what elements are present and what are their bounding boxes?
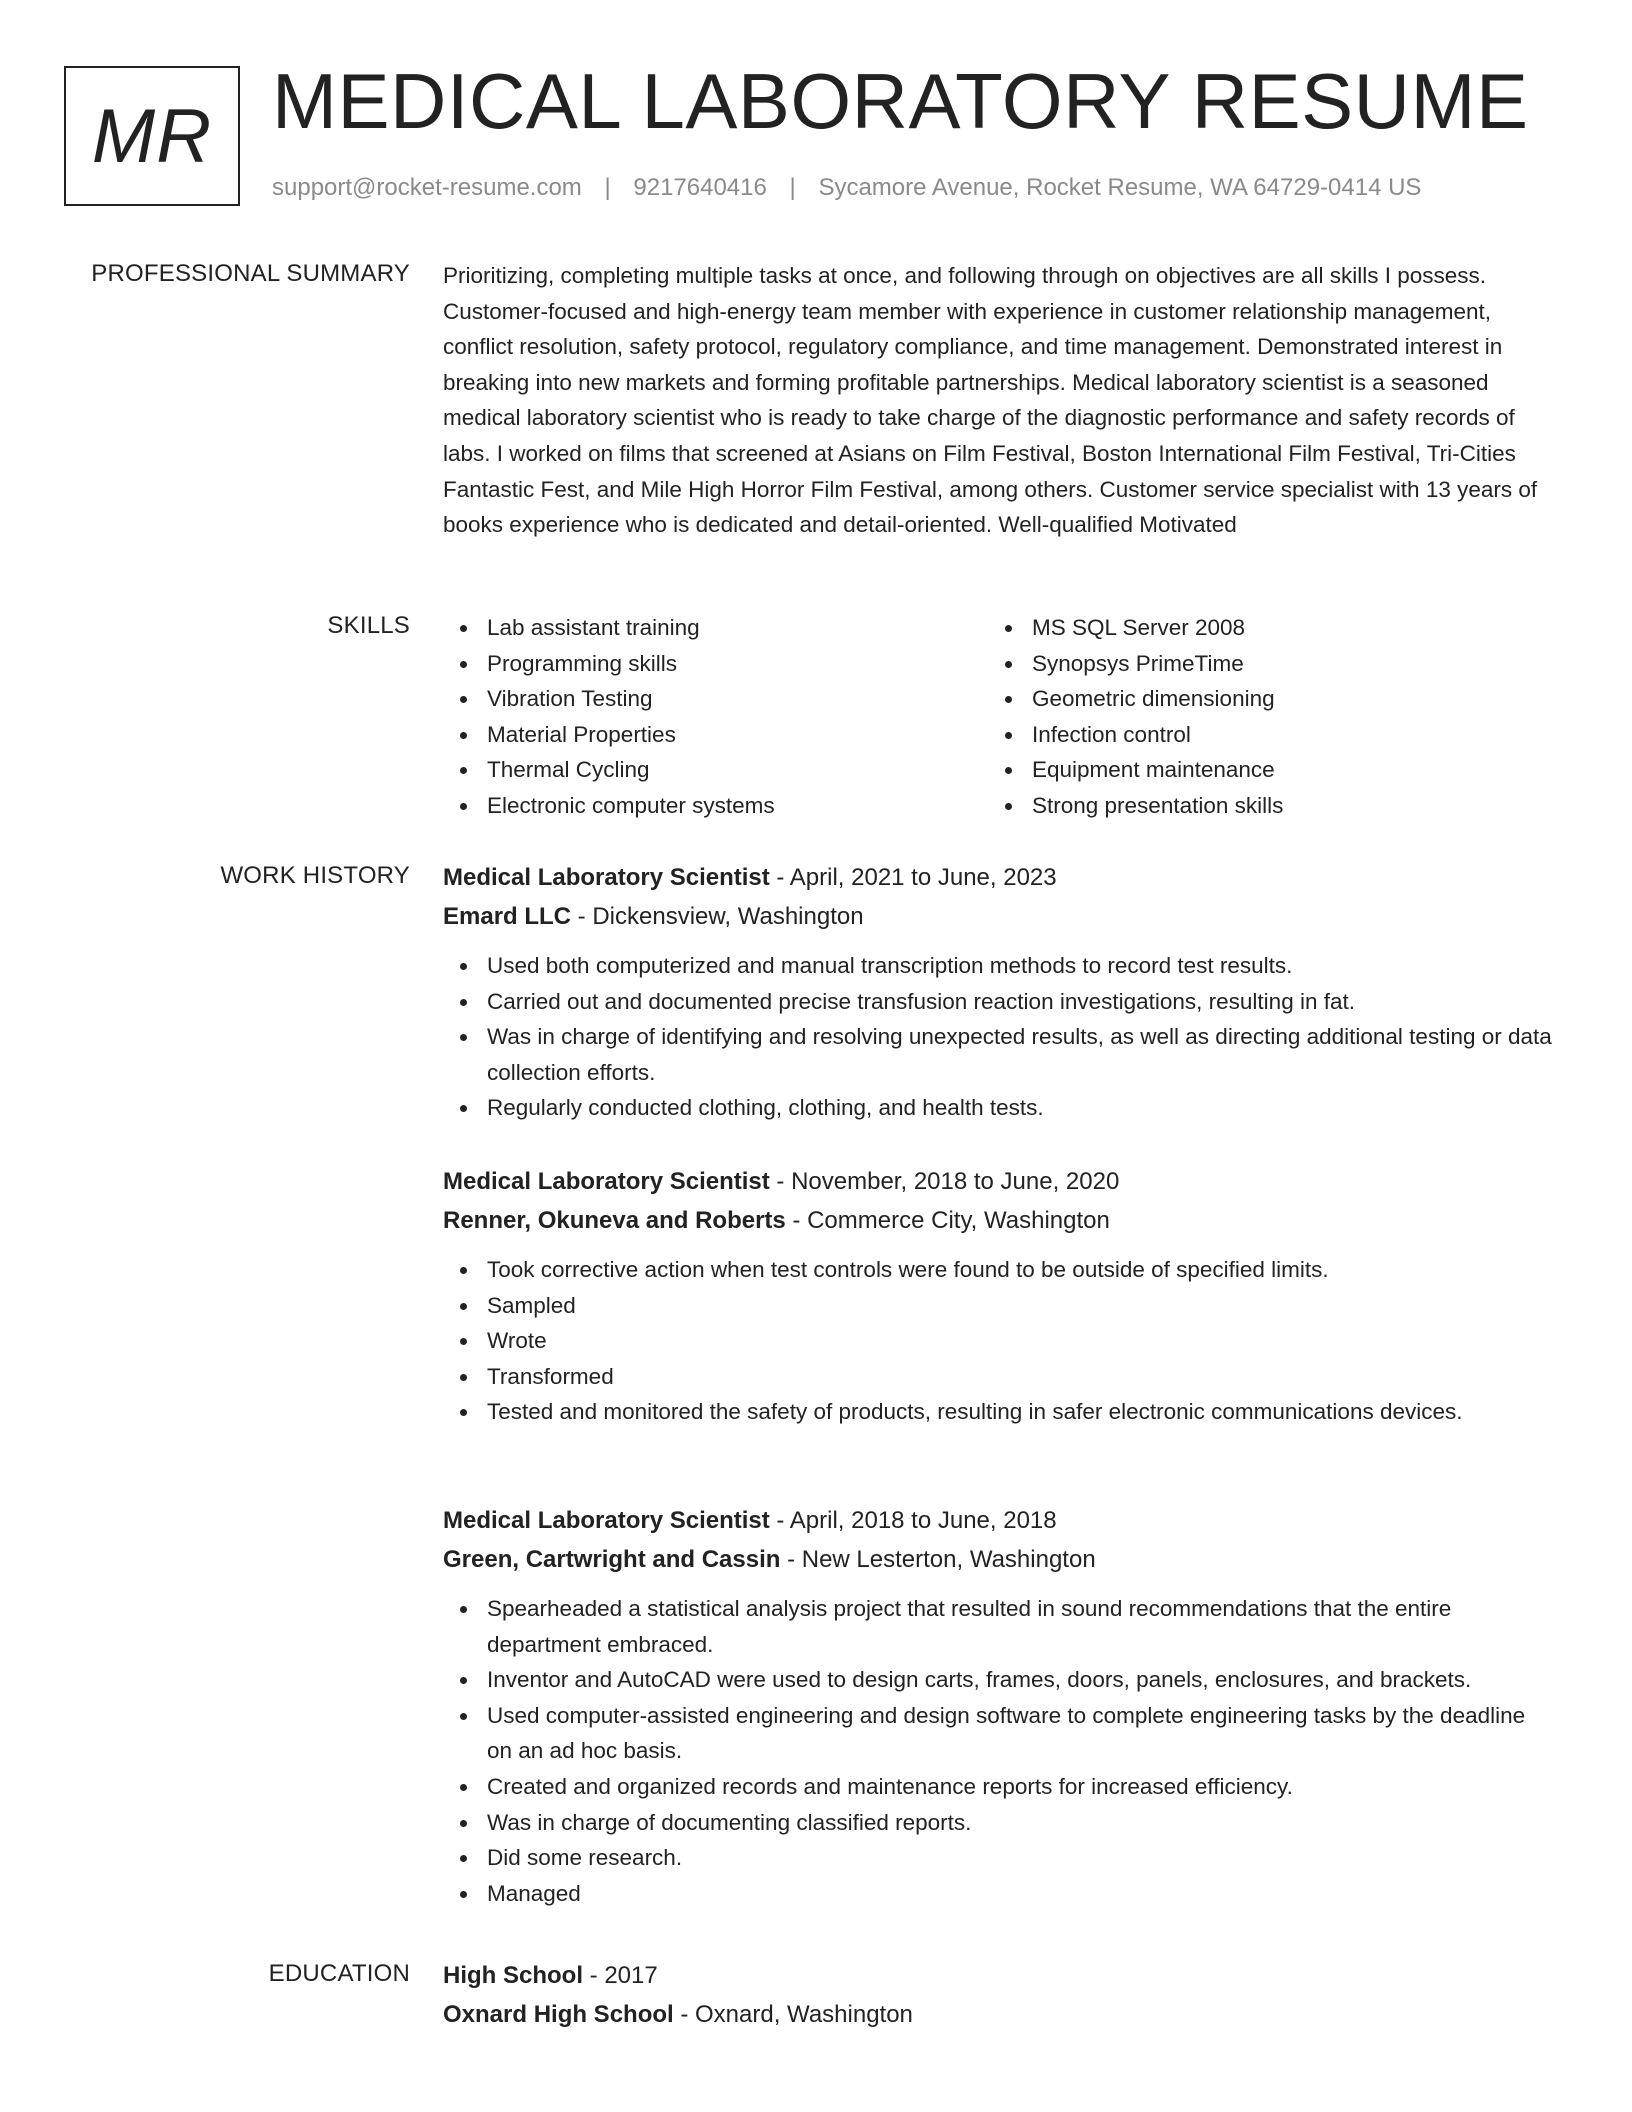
skill-item: Lab assistant training (443, 610, 988, 646)
contact-phone[interactable]: 9217640416 (633, 174, 767, 201)
job-duty: Created and organized records and maintenance reports for increased efficiency. (443, 1769, 1553, 1805)
job-dates: - April, 2018 to June, 2018 (769, 1507, 1057, 1534)
job-company: Emard LLC (443, 903, 572, 930)
job-title-line (443, 858, 1553, 897)
job-title: Medical Laboratory Scientist (443, 864, 770, 891)
skills-list-left (443, 610, 988, 824)
job-location: - Commerce City, Washington (785, 1207, 1110, 1234)
job-duty: Did some research. (443, 1840, 1553, 1876)
skills-heading: SKILLS (327, 612, 410, 639)
job-duty: Tested and monitored the safety of products, resulting in safer electronic communications devices. (443, 1394, 1553, 1430)
job-entry (443, 1162, 1553, 1430)
summary-body (443, 258, 1553, 543)
skill-item: Thermal Cycling (443, 752, 988, 788)
skills-columns (443, 610, 1553, 824)
job-title-line (443, 1162, 1553, 1201)
job-duty: Sampled (443, 1288, 1553, 1324)
skill-item: Geometric dimensioning (988, 681, 1533, 717)
job-duties (443, 1252, 1553, 1430)
monogram-logo (64, 66, 240, 206)
education-degree: High School (443, 1962, 583, 1989)
job-duty: Transformed (443, 1359, 1553, 1395)
skill-item: Strong presentation skills (988, 788, 1533, 824)
job-company: Green, Cartwright and Cassin (443, 1546, 781, 1573)
job-location: - New Lesterton, Washington (780, 1546, 1096, 1573)
job-title-line (443, 1501, 1553, 1540)
resume-title: MEDICAL LABORATORY RESUME (272, 57, 1529, 145)
skill-item: Vibration Testing (443, 681, 988, 717)
job-duty: Used both computerized and manual transcription methods to record test results. (443, 948, 1553, 984)
skill-item: Material Properties (443, 717, 988, 753)
skill-item: Equipment maintenance (988, 752, 1533, 788)
job-entry (443, 1501, 1553, 1911)
job-duty: Used computer-assisted engineering and design software to complete engineering tasks by the deadline on an ad hoc basis. (443, 1698, 1553, 1769)
education-degree-line (443, 1956, 1553, 1995)
summary-text: Prioritizing, completing multiple tasks at once, and following through on objectives are all skills I possess. Customer-focused and high-energy team member with experience in customer relationship management, conflict resolution, safety protocol, regulatory compliance, and time management. Demonstrated interest in breaking into new markets and forming profitable partnerships. Medical laboratory scientist is a seasoned medical laboratory scientist who is ready to take charge of the diagnostic performance and safety records of labs. I worked on films that screened at Asians on Film Festival, Boston International Film Festival, Tri-Cities Fantastic Fest, and Mile High Horror Film Festival, among others. Customer service specialist with 13 years of books experience who is dedicated and detail-oriented. Well-qualified Motivated (443, 263, 1538, 538)
job-company-line (443, 1201, 1553, 1240)
work-history-heading: WORK HISTORY (220, 862, 410, 889)
job-duty: Managed (443, 1876, 1553, 1912)
job-duties (443, 1591, 1553, 1911)
education-body (443, 1956, 1553, 2034)
job-entry (443, 858, 1553, 1126)
contact-separator: | (604, 174, 611, 201)
education-year: - 2017 (583, 1962, 658, 1989)
job-dates: - April, 2021 to June, 2023 (769, 864, 1057, 891)
education-location: - Oxnard, Washington (673, 2001, 913, 2028)
job-duty: Took corrective action when test controls were found to be outside of specified limits. (443, 1252, 1553, 1288)
job-duty: Was in charge of identifying and resolving unexpected results, as well as directing additional testing or data collection efforts. (443, 1019, 1553, 1090)
job-duty: Spearheaded a statistical analysis project that resulted in sound recommendations that the entire department embraced. (443, 1591, 1553, 1662)
job-company-line (443, 1540, 1553, 1579)
job-company: Renner, Okuneva and Roberts (443, 1207, 786, 1234)
monogram-initials: MR (91, 93, 213, 179)
job-duty: Inventor and AutoCAD were used to design carts, frames, doors, panels, enclosures, and brackets. (443, 1662, 1553, 1698)
contact-email[interactable]: support@rocket-resume.com (272, 174, 582, 201)
job-duty: Carried out and documented precise transfusion reaction investigations, resulting in fat. (443, 984, 1553, 1020)
job-title: Medical Laboratory Scientist (443, 1168, 770, 1195)
contact-separator: | (789, 174, 796, 201)
education-school-line (443, 1995, 1553, 2034)
skill-item: Synopsys PrimeTime (988, 646, 1533, 682)
job-duty: Was in charge of documenting classified reports. (443, 1805, 1553, 1841)
contact-address: Sycamore Avenue, Rocket Resume, WA 64729-0414 US (818, 174, 1422, 201)
skill-item: Programming skills (443, 646, 988, 682)
job-dates: - November, 2018 to June, 2020 (769, 1168, 1120, 1195)
education-heading: EDUCATION (268, 1960, 410, 1987)
summary-heading: PROFESSIONAL SUMMARY (91, 260, 410, 287)
skill-item: Electronic computer systems (443, 788, 988, 824)
skill-item: Infection control (988, 717, 1533, 753)
job-duty: Regularly conducted clothing, clothing, and health tests. (443, 1090, 1553, 1126)
job-location: - Dickensview, Washington (571, 903, 864, 930)
job-duty: Wrote (443, 1323, 1553, 1359)
education-school: Oxnard High School (443, 2001, 674, 2028)
job-duties (443, 948, 1553, 1126)
job-company-line (443, 897, 1553, 936)
skills-list-right (988, 610, 1533, 824)
contact-line (272, 174, 1421, 202)
job-title: Medical Laboratory Scientist (443, 1507, 770, 1534)
skill-item: MS SQL Server 2008 (988, 610, 1533, 646)
